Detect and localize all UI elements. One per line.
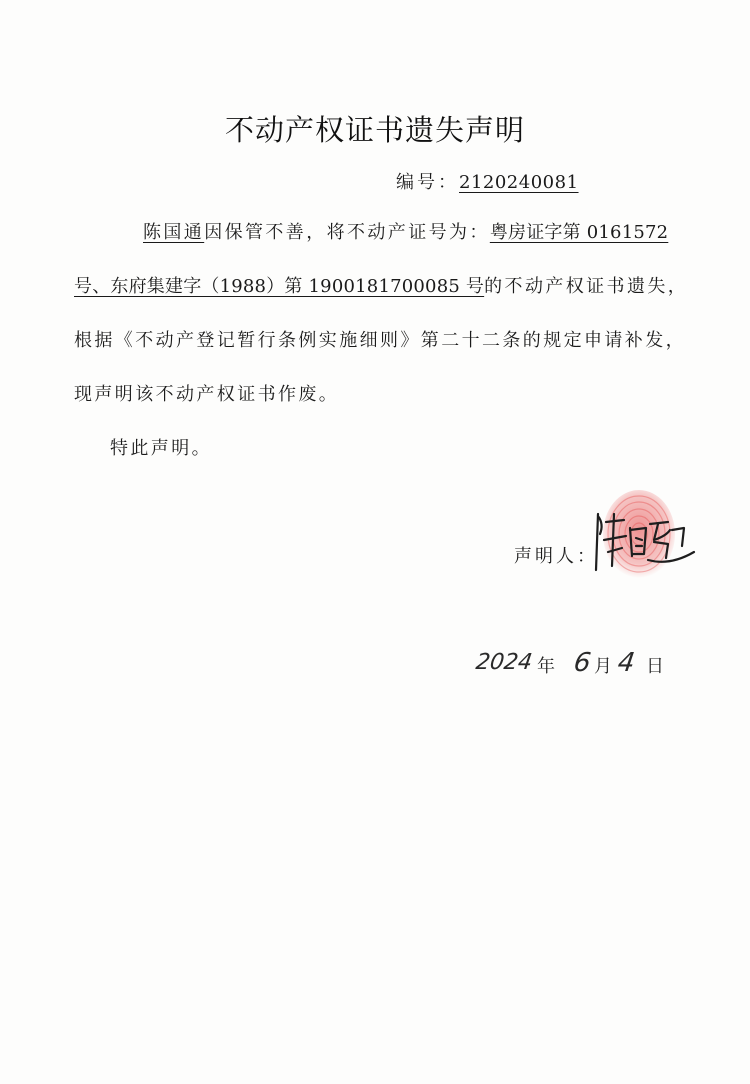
certificate-number-2: 号、东府集建字（1988）第 1900181700085 号 xyxy=(74,276,485,297)
handwritten-signature xyxy=(588,500,700,578)
declarant-label: 声明人： xyxy=(514,546,598,567)
body-line-2-text: 的不动产权证书遗失， xyxy=(484,276,689,297)
closing-statement: 特此声明。 xyxy=(110,438,212,459)
document-number xyxy=(396,168,579,194)
certificate-number-1: 粤房证字第 0161572 xyxy=(489,222,669,243)
date-month-unit: 月 xyxy=(594,656,612,677)
body-line-4: 现声明该不动产权证书作废。 xyxy=(74,384,340,405)
body-line-1 xyxy=(143,218,668,244)
date-month: 6 xyxy=(571,648,593,678)
document-title: 不动产权证书遗失声明 xyxy=(224,113,525,147)
date-day-unit: 日 xyxy=(646,656,664,677)
date-year-unit: 年 xyxy=(537,656,555,677)
signature-date xyxy=(470,642,700,686)
body-line-2 xyxy=(74,272,688,298)
body-line-3: 根据《不动产登记暂行条例实施细则》第二十二条的规定申请补发， xyxy=(74,330,686,351)
number-value: 2120240081 xyxy=(459,172,579,193)
body-line-1-text: 因保管不善，将不动产证号为： xyxy=(204,222,490,243)
date-day: 4 xyxy=(615,648,637,678)
declarant-name: 陈国通 xyxy=(143,222,205,243)
date-year: 2024 xyxy=(474,650,534,675)
number-label: 编号： xyxy=(396,172,459,193)
